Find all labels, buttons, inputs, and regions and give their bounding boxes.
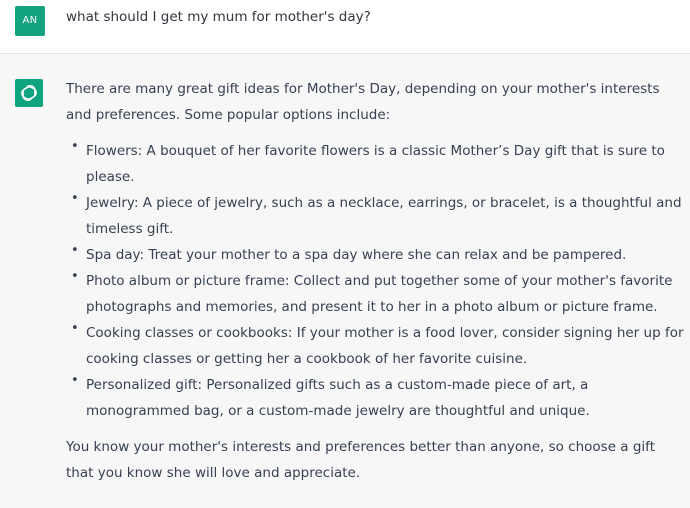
list-item: [66, 242, 686, 268]
bullet-icon: •: [71, 243, 79, 258]
list-item: [66, 268, 686, 320]
list-item: [66, 320, 686, 372]
list-item: [66, 190, 686, 242]
openai-logo-icon: [15, 79, 43, 107]
user-message-text: what should I get my mum for mother's day?: [66, 9, 371, 25]
gift-ideas-list: [66, 138, 686, 424]
list-item-text: Cooking classes or cookbooks: If your mother is a food lover, consider signing her up for cooking classes or getting her a cookbook of her favorite cuisine.: [86, 325, 684, 367]
assistant-message: [66, 76, 686, 486]
list-item-text: Spa day: Treat your mother to a spa day where she can relax and be pampered.: [86, 247, 627, 263]
bullet-icon: •: [71, 373, 79, 388]
list-item: [66, 372, 686, 424]
assistant-outro: You know your mother's interests and preferences better than anyone, so choose a gift that you know she will love and appreciate.: [66, 439, 655, 481]
list-item-text: Personalized gift: Personalized gifts such as a custom-made piece of art, a monogrammed bag, or a custom-made jewelry are thoughtful and unique.: [86, 377, 590, 419]
list-item-text: Flowers: A bouquet of her favorite flowers is a classic Mother’s Day gift that is sure to please.: [86, 143, 665, 185]
user-message-row: [0, 0, 690, 54]
bullet-icon: •: [71, 321, 79, 336]
bullet-icon: •: [71, 269, 79, 284]
bullet-icon: •: [71, 191, 79, 206]
list-item: [66, 138, 686, 190]
assistant-message-row: [0, 54, 690, 508]
list-item-text: Photo album or picture frame: Collect and put together some of your mother's favorite photographs and memories, and present it to her in a photo album or picture frame.: [86, 273, 673, 315]
user-avatar: AN: [15, 6, 45, 36]
list-item-text: Jewelry: A piece of jewelry, such as a necklace, earrings, or bracelet, is a thoughtful and timeless gift.: [86, 195, 682, 237]
bullet-icon: •: [71, 139, 79, 154]
assistant-intro: There are many great gift ideas for Mother's Day, depending on your mother's interests and preferences. Some popular options include:: [66, 81, 660, 123]
